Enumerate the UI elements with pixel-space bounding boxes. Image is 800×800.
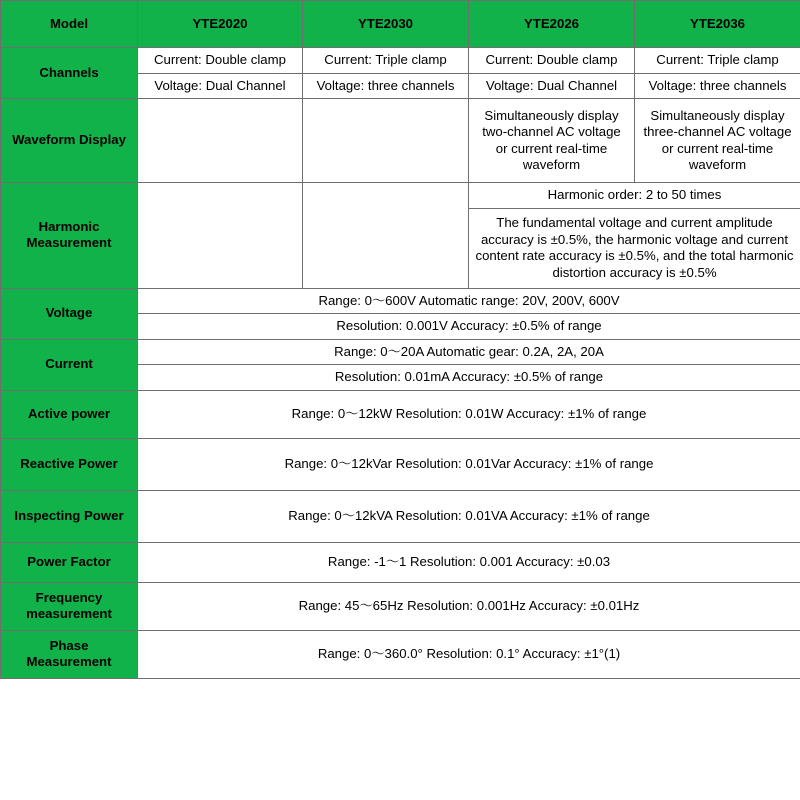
row-label-frequency-measurement: Frequency measurement: [1, 582, 138, 630]
cell-waveform-yte2026: Simultaneously display two-channel AC voltage or current real-time waveform: [469, 99, 635, 183]
table-row-phase-measurement: [1, 630, 800, 678]
cell-waveform-yte2030: [303, 99, 469, 183]
cell-harmonic-order: Harmonic order: 2 to 50 times: [469, 183, 800, 209]
table-row-active-power: [1, 390, 800, 438]
cell-channels-current-yte2036: Current: Triple clamp: [635, 48, 800, 74]
cell-channels-voltage-yte2026: Voltage: Dual Channel: [469, 73, 635, 99]
header-cell-yte2036: YTE2036: [635, 1, 800, 48]
table-row-channels-current: [1, 48, 800, 74]
header-cell-yte2030: YTE2030: [303, 1, 469, 48]
cell-harmonic-accuracy: The fundamental voltage and current amplitude accuracy is ±0.5%, the harmonic voltage and current content rate accuracy is ±0.5%, and the total harmonic distortion accuracy is ±0.5%: [469, 208, 800, 288]
cell-channels-current-yte2026: Current: Double clamp: [469, 48, 635, 74]
table-row-power-factor: [1, 542, 800, 582]
row-label-phase-measurement: Phase Measurement: [1, 630, 138, 678]
cell-current-range: Range: 0～20A Automatic gear: 0.2A, 2A, 20A: [138, 339, 800, 365]
cell-channels-voltage-yte2020: Voltage: Dual Channel: [138, 73, 303, 99]
row-label-active-power: Active power: [1, 390, 138, 438]
cell-waveform-yte2036: Simultaneously display three-channel AC voltage or current real-time waveform: [635, 99, 800, 183]
row-label-channels: Channels: [1, 48, 138, 99]
cell-channels-current-yte2020: Current: Double clamp: [138, 48, 303, 74]
header-cell-yte2026: YTE2026: [469, 1, 635, 48]
header-cell-model: Model: [1, 1, 138, 48]
cell-frequency-measurement: Range: 45～65Hz Resolution: 0.001Hz Accuracy: ±0.01Hz: [138, 582, 800, 630]
table-row-frequency-measurement: [1, 582, 800, 630]
table-row-waveform-display: [1, 99, 800, 183]
row-label-current: Current: [1, 339, 138, 390]
cell-harmonic-yte2030: [303, 183, 469, 289]
row-label-power-factor: Power Factor: [1, 542, 138, 582]
table-row-current-range: [1, 339, 800, 365]
cell-voltage-range: Range: 0～600V Automatic range: 20V, 200V, 600V: [138, 288, 800, 314]
table-row-reactive-power: [1, 438, 800, 490]
row-label-reactive-power: Reactive Power: [1, 438, 138, 490]
cell-reactive-power: Range: 0～12kVar Resolution: 0.01Var Accuracy: ±1% of range: [138, 438, 800, 490]
cell-waveform-yte2020: [138, 99, 303, 183]
cell-active-power: Range: 0～12kW Resolution: 0.01W Accuracy: ±1% of range: [138, 390, 800, 438]
cell-phase-measurement: Range: 0～360.0° Resolution: 0.1° Accuracy: ±1°(1): [138, 630, 800, 678]
cell-voltage-resolution: Resolution: 0.001V Accuracy: ±0.5% of range: [138, 314, 800, 340]
cell-channels-current-yte2030: Current: Triple clamp: [303, 48, 469, 74]
cell-harmonic-yte2020: [138, 183, 303, 289]
cell-inspecting-power: Range: 0～12kVA Resolution: 0.01VA Accuracy: ±1% of range: [138, 490, 800, 542]
cell-channels-voltage-yte2030: Voltage: three channels: [303, 73, 469, 99]
table-row-voltage-range: [1, 288, 800, 314]
cell-power-factor: Range: -1～1 Resolution: 0.001 Accuracy: ±0.03: [138, 542, 800, 582]
cell-current-resolution: Resolution: 0.01mA Accuracy: ±0.5% of range: [138, 365, 800, 391]
row-label-harmonic-measurement: Harmonic Measurement: [1, 183, 138, 289]
row-label-voltage: Voltage: [1, 288, 138, 339]
row-label-waveform-display: Waveform Display: [1, 99, 138, 183]
row-label-inspecting-power: Inspecting Power: [1, 490, 138, 542]
table-row-inspecting-power: [1, 490, 800, 542]
table-row-harmonic-order: [1, 183, 800, 209]
cell-channels-voltage-yte2036: Voltage: three channels: [635, 73, 800, 99]
table-header-row: [1, 1, 800, 48]
header-cell-yte2020: YTE2020: [138, 1, 303, 48]
